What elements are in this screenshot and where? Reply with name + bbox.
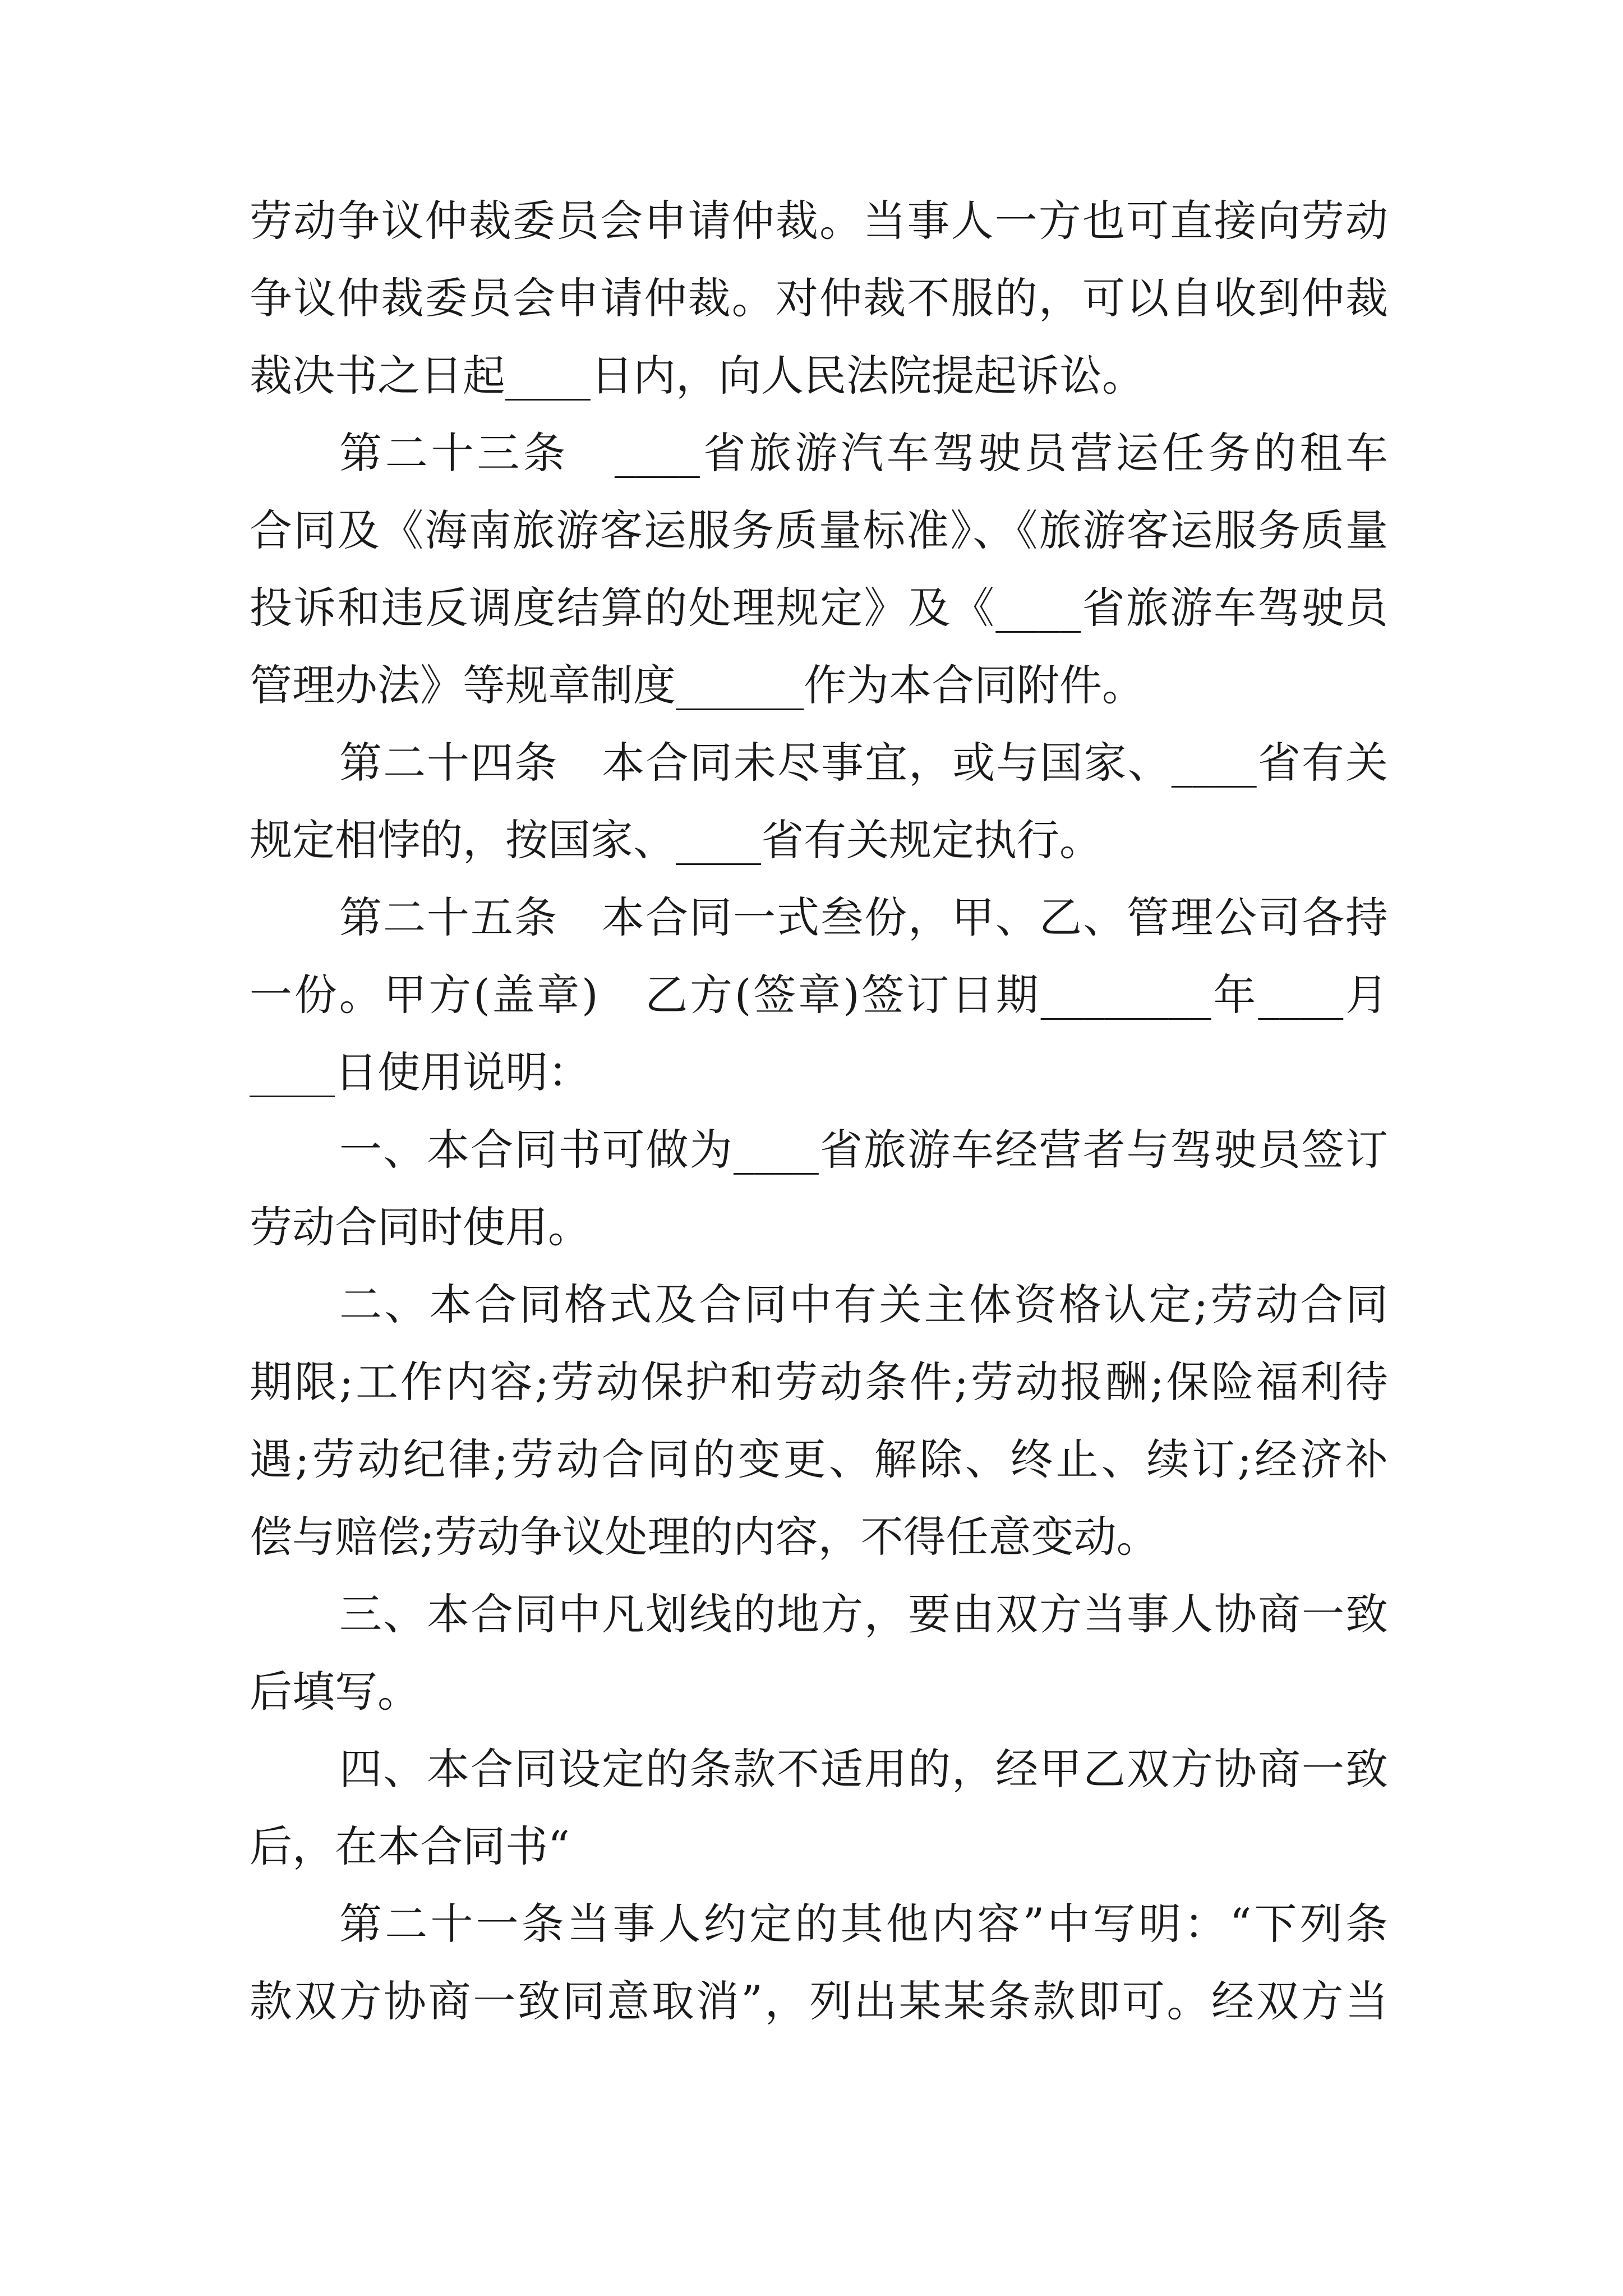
- signature-date-line: 一份。甲方(盖章) 乙方(签章)签订日期________年____月: [250, 970, 1388, 1020]
- document-body: [250, 182, 1388, 2040]
- text-line: 规定相悖的，按国家、____省有关规定执行。: [250, 815, 1102, 865]
- article-23-heading-line: 第二十三条 ____省旅游汽车驾驶员营运任务的租车: [339, 428, 1388, 478]
- instruction-2-line: 二、本合同格式及合同中有关主体资格认定;劳动合同: [339, 1280, 1388, 1329]
- text-line: 偿与赔偿;劳动争议处理的内容，不得任意变动。: [250, 1512, 1159, 1562]
- text-line: 管理办法》等规章制度______作为本合同附件。: [250, 660, 1145, 710]
- text-line: 劳动争议仲裁委员会申请仲裁。当事人一方也可直接向劳动: [250, 196, 1388, 246]
- text-line: 款双方协商一致同意取消”，列出某某条款即可。经双方当: [250, 1976, 1388, 2026]
- instruction-4-line: 四、本合同设定的条款不适用的，经甲乙双方协商一致: [339, 1744, 1388, 1794]
- instruction-3-line: 三、本合同中凡划线的地方，要由双方当事人协商一致: [339, 1589, 1388, 1639]
- text-line: 后填写。: [250, 1667, 420, 1717]
- text-line: 投诉和违反调度结算的处理规定》及《____省旅游车驾驶员: [250, 583, 1388, 633]
- text-line: 裁决书之日起____日内，向人民法院提起诉讼。: [250, 351, 1145, 401]
- text-line: 劳动合同时使用。: [250, 1202, 591, 1252]
- article-25-heading-line: 第二十五条 本合同一式叁份，甲、乙、管理公司各持: [339, 892, 1388, 942]
- text-line: 后，在本合同书“: [250, 1821, 570, 1871]
- text-line: 期限;工作内容;劳动保护和劳动条件;劳动报酬;保险福利待: [250, 1357, 1388, 1407]
- instruction-1-line: 一、本合同书可做为____省旅游车经营者与驾驶员签订: [339, 1125, 1388, 1175]
- text-line: 合同及《海南旅游客运服务质量标准》、《旅游客运服务质量: [250, 505, 1388, 555]
- text-line: ____日使用说明：: [250, 1047, 591, 1097]
- article-24-heading-line: 第二十四条 本合同未尽事宜，或与国家、____省有关: [339, 738, 1388, 788]
- text-line: 第二十一条当事人约定的其他内容”中写明：“下列条: [339, 1899, 1388, 1949]
- text-line: 争议仲裁委员会申请仲裁。对仲裁不服的，可以自收到仲裁: [250, 273, 1388, 323]
- text-line: 遇;劳动纪律;劳动合同的变更、解除、终止、续订;经济补: [250, 1434, 1388, 1484]
